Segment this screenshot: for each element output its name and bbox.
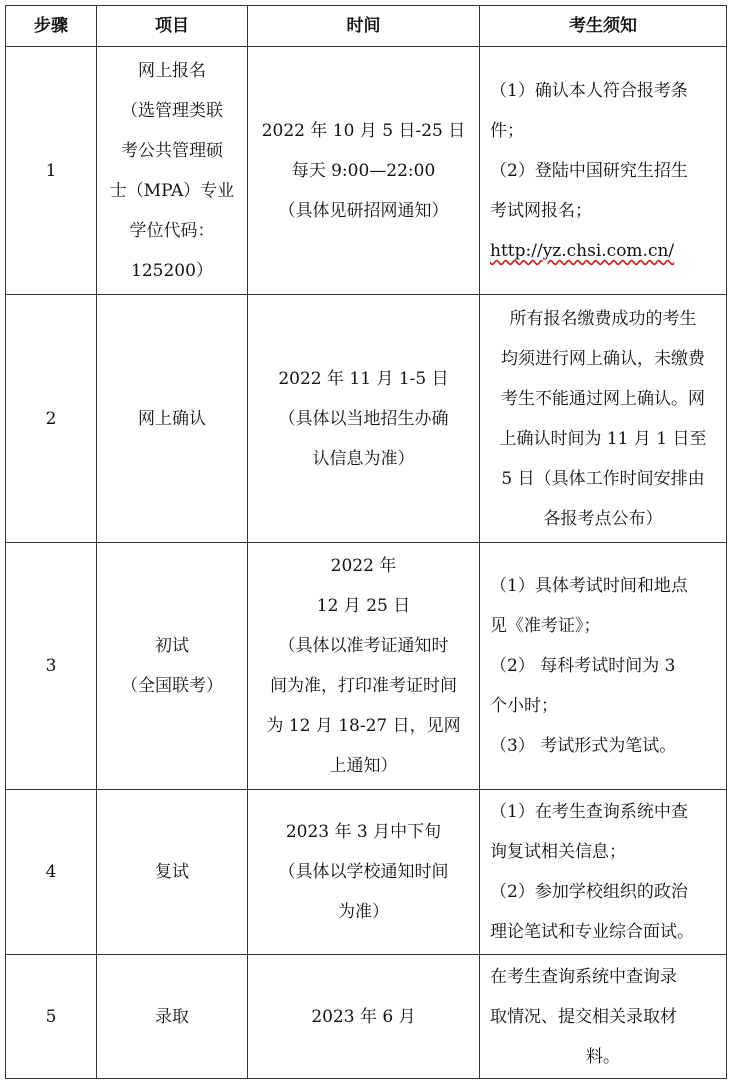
time-cell bbox=[248, 295, 480, 543]
header-row bbox=[6, 6, 727, 47]
item-line: 网上报名 bbox=[138, 60, 206, 81]
step-cell: 2 bbox=[6, 295, 97, 543]
note-line: 件； bbox=[490, 120, 524, 141]
header-item: 项目 bbox=[97, 6, 248, 47]
table-row bbox=[6, 790, 727, 955]
item-line: （全国联考） bbox=[121, 676, 223, 696]
note-line: 各报考点公布） bbox=[543, 508, 663, 529]
time-line: 12 月 25 日 bbox=[316, 596, 411, 616]
item-line: 考公共管理硕 bbox=[121, 140, 223, 161]
step-cell: 1 bbox=[6, 47, 97, 295]
note-line: 取情况、提交相关录取材 bbox=[490, 1006, 677, 1027]
step-cell: 5 bbox=[6, 955, 97, 1079]
item-line: 士（MPA）专业 bbox=[109, 180, 235, 201]
note-line: （3） 考试形式为笔试。 bbox=[490, 736, 677, 756]
item-line: 学位代码： bbox=[129, 220, 215, 241]
note-line: 5 日（具体工作时间安排由 bbox=[501, 468, 705, 489]
note-line: 询复试相关信息； bbox=[490, 842, 626, 862]
time-line: 2023 年 3 月中下旬 bbox=[285, 822, 442, 842]
time-line: 为 12 月 18-27 日，见网 bbox=[266, 716, 461, 736]
note-line: 理论笔试和专业综合面试。 bbox=[490, 922, 694, 942]
notes-cell bbox=[480, 543, 727, 790]
item-cell bbox=[97, 543, 248, 790]
notes-cell bbox=[480, 790, 727, 955]
note-line: （1）在考生查询系统中查 bbox=[490, 802, 688, 822]
note-line: 见《准考证》； bbox=[490, 616, 601, 636]
note-line: 均须进行网上确认，未缴费 bbox=[501, 348, 705, 369]
time-cell bbox=[248, 543, 480, 790]
time-line: （具体以学校通知时间 bbox=[278, 862, 449, 882]
note-line: 考试网报名； bbox=[490, 200, 592, 221]
time-line: 上通知） bbox=[329, 756, 398, 776]
admission-schedule bbox=[5, 5, 727, 1079]
notes-cell bbox=[480, 295, 727, 543]
time-line: 为准） bbox=[338, 902, 389, 922]
time-line: （具体以当地招生办确 bbox=[278, 408, 449, 429]
item-cell bbox=[97, 295, 248, 543]
time-line: 2023 年 6 月 bbox=[311, 1006, 416, 1027]
item-line: （选管理类联 bbox=[121, 100, 223, 121]
time-cell bbox=[248, 790, 480, 955]
schedule-table bbox=[5, 5, 727, 1079]
time-cell bbox=[248, 47, 480, 295]
table-row bbox=[6, 543, 727, 790]
time-cell bbox=[248, 955, 480, 1079]
header-time: 时间 bbox=[248, 6, 480, 47]
note-line: 上确认时间为 11 月 1 日至 bbox=[499, 428, 707, 449]
note-line: （2） 每科考试时间为 3 bbox=[490, 656, 676, 676]
note-line: （1）确认本人符合报考条 bbox=[490, 80, 688, 101]
time-line: （具体以准考证通知时 bbox=[278, 636, 449, 656]
note-link-line bbox=[490, 231, 716, 271]
time-line: 认信息为准） bbox=[312, 448, 415, 469]
header-step: 步骤 bbox=[6, 6, 97, 47]
time-line: 2022 年 bbox=[330, 556, 397, 576]
item-line: 复试 bbox=[155, 862, 189, 882]
note-line: 料。 bbox=[586, 1046, 620, 1067]
table-row bbox=[6, 47, 727, 295]
note-line: （2）登陆中国研究生招生 bbox=[490, 160, 688, 181]
item-cell bbox=[97, 955, 248, 1079]
item-line: 录取 bbox=[155, 1006, 189, 1027]
step-cell: 3 bbox=[6, 543, 97, 790]
item-line: 网上确认 bbox=[138, 408, 206, 429]
notes-cell bbox=[480, 47, 727, 295]
table-row bbox=[6, 955, 727, 1079]
time-line: 间为准，打印准考证时间 bbox=[270, 676, 457, 696]
note-line: （2）参加学校组织的政治 bbox=[490, 882, 688, 902]
note-line: 个小时； bbox=[490, 696, 558, 716]
note-line: （1）具体考试时间和地点 bbox=[490, 576, 688, 596]
note-line: 所有报名缴费成功的考生 bbox=[509, 308, 697, 329]
table-row bbox=[6, 295, 727, 543]
chsi-link[interactable]: http://yz.chsi.com.cn/ bbox=[490, 240, 675, 261]
time-line: 每天 9:00—22:00 bbox=[291, 160, 436, 181]
notes-cell bbox=[480, 955, 727, 1079]
item-line: 初试 bbox=[155, 636, 189, 656]
item-cell bbox=[97, 790, 248, 955]
time-line: 2022 年 11 月 1-5 日 bbox=[278, 368, 449, 389]
header-notes: 考生须知 bbox=[480, 6, 727, 47]
note-line: 在考生查询系统中查询录 bbox=[490, 966, 677, 987]
note-line: 考生不能通过网上确认。网 bbox=[501, 388, 705, 409]
time-line: （具体见研招网通知） bbox=[278, 200, 449, 221]
item-line: 125200） bbox=[131, 260, 213, 281]
time-line: 2022 年 10 月 5 日-25 日 bbox=[261, 120, 466, 141]
item-cell bbox=[97, 47, 248, 295]
step-cell: 4 bbox=[6, 790, 97, 955]
